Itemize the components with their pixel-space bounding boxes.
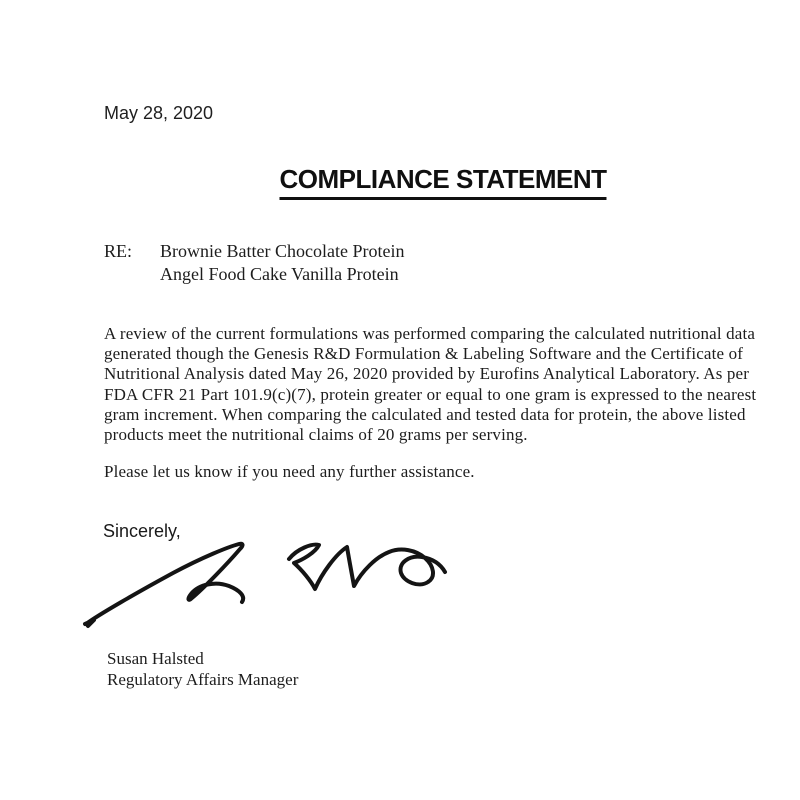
re-block bbox=[104, 240, 404, 286]
valediction: Sincerely, bbox=[103, 521, 181, 541]
re-label: RE: bbox=[104, 241, 133, 261]
handwritten-signature-icon bbox=[78, 532, 458, 634]
letter-title-container bbox=[279, 164, 606, 200]
letter-date: May 28, 2020 bbox=[104, 103, 214, 123]
signer-block bbox=[107, 648, 298, 690]
letter-title: COMPLIANCE STATEMENT bbox=[279, 164, 606, 200]
signer-job-title: Regulatory Affairs Manager bbox=[107, 670, 299, 689]
closing-line: Please let us know if you need any further assistance. bbox=[104, 462, 475, 481]
re-product-list: Brownie Batter Chocolate Protein Angel Food Cake Vanilla Protein bbox=[160, 241, 405, 284]
letter-body-paragraph: A review of the current formulations was performed comparing the calculated nutritional data generated though the Genesis R&D Formulation & Labeling Software and the Certificate of Nutritional Analysis dated May 26, 2020 provided by Eurofins Analytical Laboratory. As per FDA CFR 21 Part 101.9(c)(7), protein greater or equal to one gram is expressed to the nearest gram increment. When comparing the calculated and tested data for protein, the above listed products meet the nutritional claims of 20 grams per serving. bbox=[104, 324, 757, 445]
signer-name: Susan Halsted bbox=[107, 649, 204, 668]
